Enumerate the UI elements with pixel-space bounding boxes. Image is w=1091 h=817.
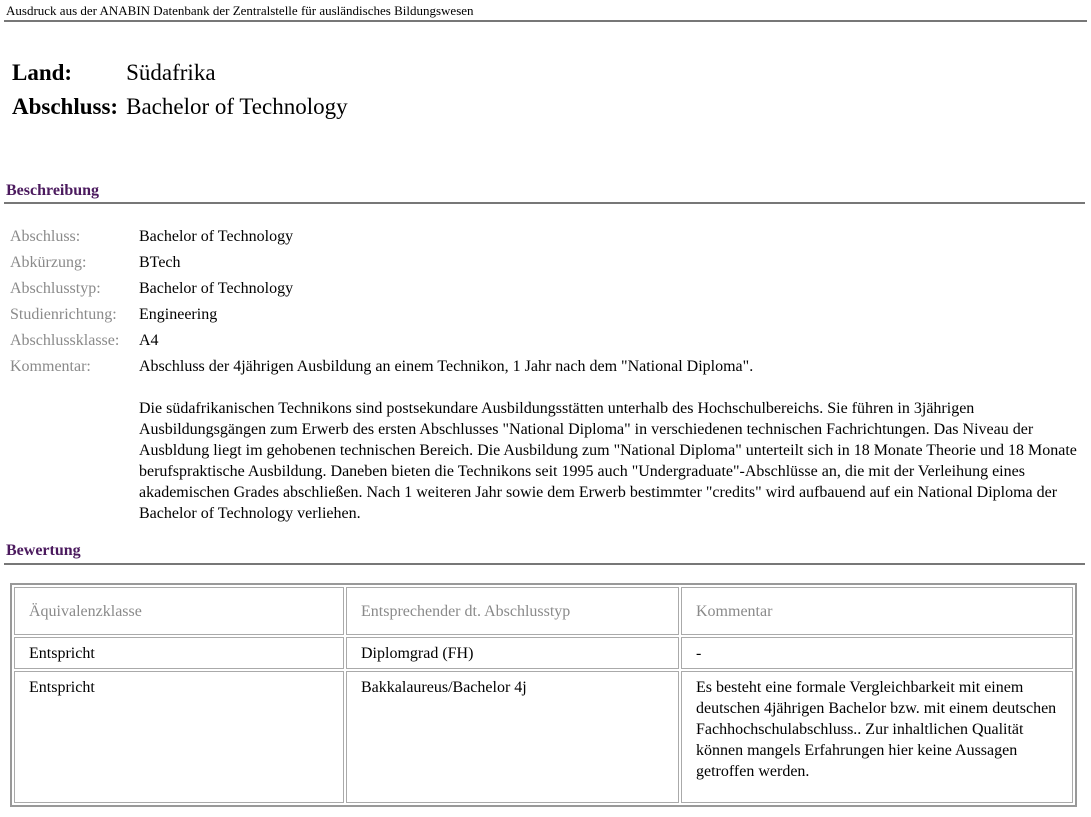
section-title-beschreibung: Beschreibung xyxy=(6,182,100,199)
desc-key: Studienrichtung: xyxy=(10,306,117,323)
desc-long-comment: Die südafrikanischen Technikons sind postsekundare Ausbildungsstätten unterhalb des Hochschulbereichs. Sie führen in 3jährigen Ausbildungsgängen zum Erwerb des ersten Abschlusses "National Diploma" in verschiedenen technischen Fachrichtungen. Das Niveau der Ausbldung liegt im gehobenen technischen Bereich. Die Ausbildung zum "National Diploma" unterteilt sich in 18 Monate Theorie und 18 Monate berufspraktische Ausbildung. Daneben bieten die Technikons seit 1995 auch "Undergraduate"-Abschlüsse an, die mit der Verleihung eines akademischen Grades abschließen. Nach 1 weiteren Jahr sowie dem Erwerb bestimmter "credits" wird aufbauend auf ein National Diploma der Bachelor of Technology verliehen. xyxy=(139,400,1077,522)
desc-row xyxy=(10,328,1079,354)
column-header: Kommentar xyxy=(681,587,1073,635)
desc-key: Abschluss: xyxy=(10,228,81,245)
desc-row xyxy=(10,276,1079,302)
table-cell: - xyxy=(681,637,1073,669)
desc-key: Abkürzung: xyxy=(10,254,87,271)
land-label: Land: xyxy=(12,60,73,85)
section-divider xyxy=(4,563,1085,565)
print-header: Ausdruck aus der ANABIN Datenbank der Zentralstelle für ausländisches Bildungswesen xyxy=(6,3,474,18)
desc-value: Engineering xyxy=(139,306,218,323)
bewertung-table xyxy=(10,583,1077,807)
desc-value: A4 xyxy=(139,332,159,349)
table-row xyxy=(14,671,1073,803)
desc-row xyxy=(10,302,1079,328)
abschluss-label: Abschluss: xyxy=(12,94,119,119)
desc-key: Kommentar: xyxy=(10,358,91,375)
desc-value: BTech xyxy=(139,254,181,271)
desc-value: Bachelor of Technology xyxy=(139,280,294,297)
desc-key: Abschlusstyp: xyxy=(10,280,101,297)
desc-value: Bachelor of Technology xyxy=(139,228,294,245)
desc-key: Abschlussklasse: xyxy=(10,332,120,349)
description-table xyxy=(10,224,1079,524)
column-header: Entsprechender dt. Abschlusstyp xyxy=(346,587,679,635)
table-header-row xyxy=(14,587,1073,635)
desc-value: Abschluss der 4jährigen Ausbildung an einem Technikon, 1 Jahr nach dem "National Diploma". xyxy=(139,358,754,375)
table-row xyxy=(14,637,1073,669)
column-header: Äquivalenzklasse xyxy=(14,587,344,635)
desc-row xyxy=(10,224,1079,250)
header-divider xyxy=(4,20,1087,22)
table-cell: Bakkalaureus/Bachelor 4j xyxy=(346,671,679,803)
table-cell: Diplomgrad (FH) xyxy=(346,637,679,669)
section-divider xyxy=(4,202,1085,204)
desc-row xyxy=(10,250,1079,276)
section-title-bewertung: Bewertung xyxy=(6,542,81,559)
table-cell: Es besteht eine formale Vergleichbarkeit mit einem deutschen 4jährigen Bachelor bzw. mit einem deutschen Fachhochschulabschluss.. Zur inhaltlichen Qualität können mangels Erfahrungen hier keine Aussagen getroffen werden. xyxy=(681,671,1073,803)
desc-row xyxy=(10,354,1079,380)
table-cell: Entspricht xyxy=(14,637,344,669)
land-value: Südafrika xyxy=(126,60,216,85)
abschluss-value: Bachelor of Technology xyxy=(126,94,348,119)
table-cell: Entspricht xyxy=(14,671,344,803)
title-block xyxy=(10,55,350,125)
